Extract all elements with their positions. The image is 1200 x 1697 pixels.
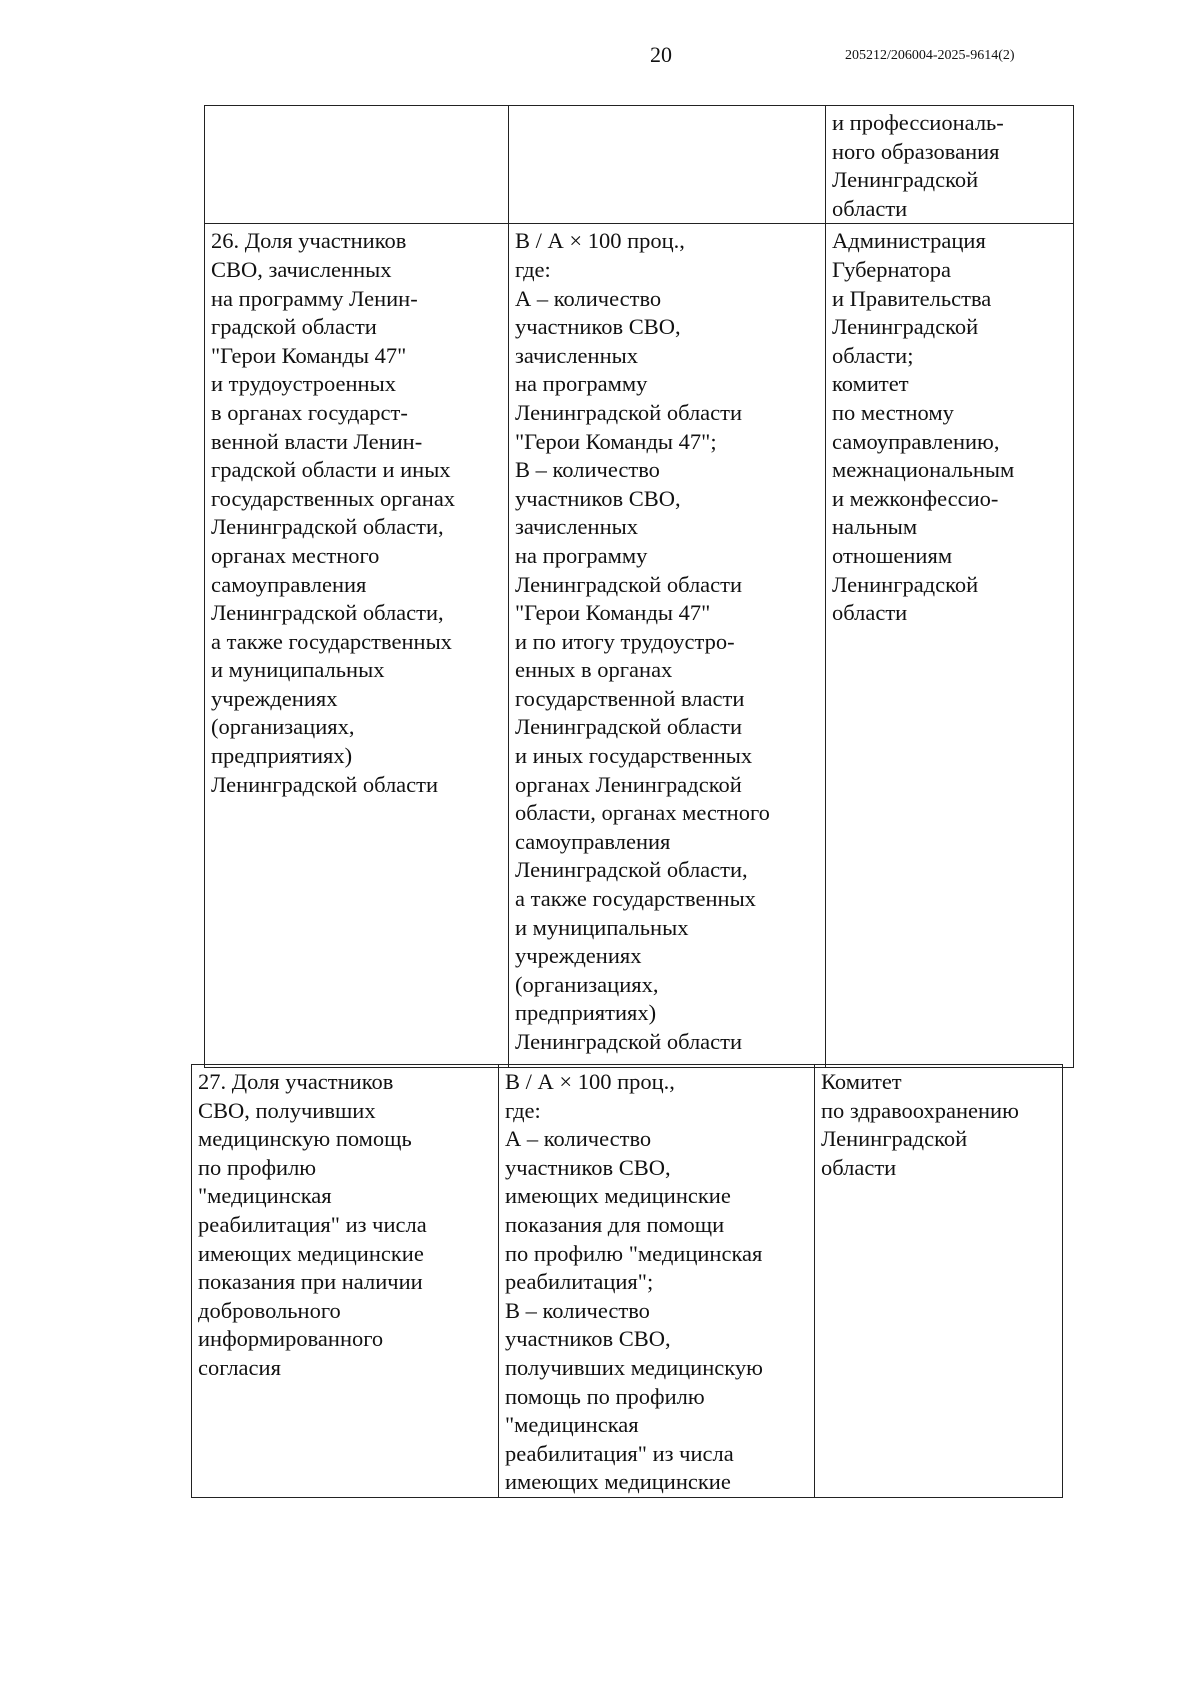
responsible-cell: и профессиональ- ного образования Ленинградской области xyxy=(826,106,1074,224)
page-number: 20 xyxy=(650,42,672,67)
responsible-cell: Комитет по здравоохранению Ленинградской области xyxy=(815,1065,1063,1498)
indicators-table-lower xyxy=(191,1064,1063,1498)
indicators-table-upper xyxy=(204,105,1074,1068)
formula-cell xyxy=(509,106,826,224)
table-row xyxy=(192,1065,1063,1498)
table-row xyxy=(205,224,1074,1068)
formula-cell: В / А × 100 проц., где: А – количество участников СВО, имеющих медицинские показания для помощи по профилю "медицинская реабилитация"; В – количество участников СВО, получивших медицинскую помощь по профилю "медицинская реабилитация" из числа имеющих медицинские xyxy=(499,1065,815,1498)
indicator-cell: 27. Доля участников СВО, получивших медицинскую помощь по профилю "медицинская реабилитация" из числа имеющих медицинские показания при наличии добровольного информированного согласия xyxy=(192,1065,499,1498)
document-code: 205212/206004-2025-9614(2) xyxy=(845,48,1015,63)
indicator-cell xyxy=(205,106,509,224)
responsible-cell: Администрация Губернатора и Правительства Ленинградской области; комитет по местному самоуправлению, межнациональным и межконфессио- нальным отношениям Ленинградской области xyxy=(826,224,1074,1068)
formula-cell: В / А × 100 проц., где: А – количество участников СВО, зачисленных на программу Ленинградской области "Герои Команды 47"; В – количество участников СВО, зачисленных на программу Ленинградской области "Герои Команды 47" и по итогу трудоустро- енных в органах государственной власти Ленинградской области и иных государственных органах Ленинградской области, органах местного самоуправления Ленинградской области, а также государственных и муниципальных учреждениях (организациях, предприятиях) Ленинградской области xyxy=(509,224,826,1068)
table-row xyxy=(205,106,1074,224)
indicator-cell: 26. Доля участников СВО, зачисленных на программу Ленин- градской области "Герои Команды 47" и трудоустроенных в органах государст- венной власти Ленин- градской области и иных государственных органах Ленинградской области, органах местного самоуправления Ленинградской области, а также государственных и муниципальных учреждениях (организациях, предприятиях) Ленинградской области xyxy=(205,224,509,1068)
